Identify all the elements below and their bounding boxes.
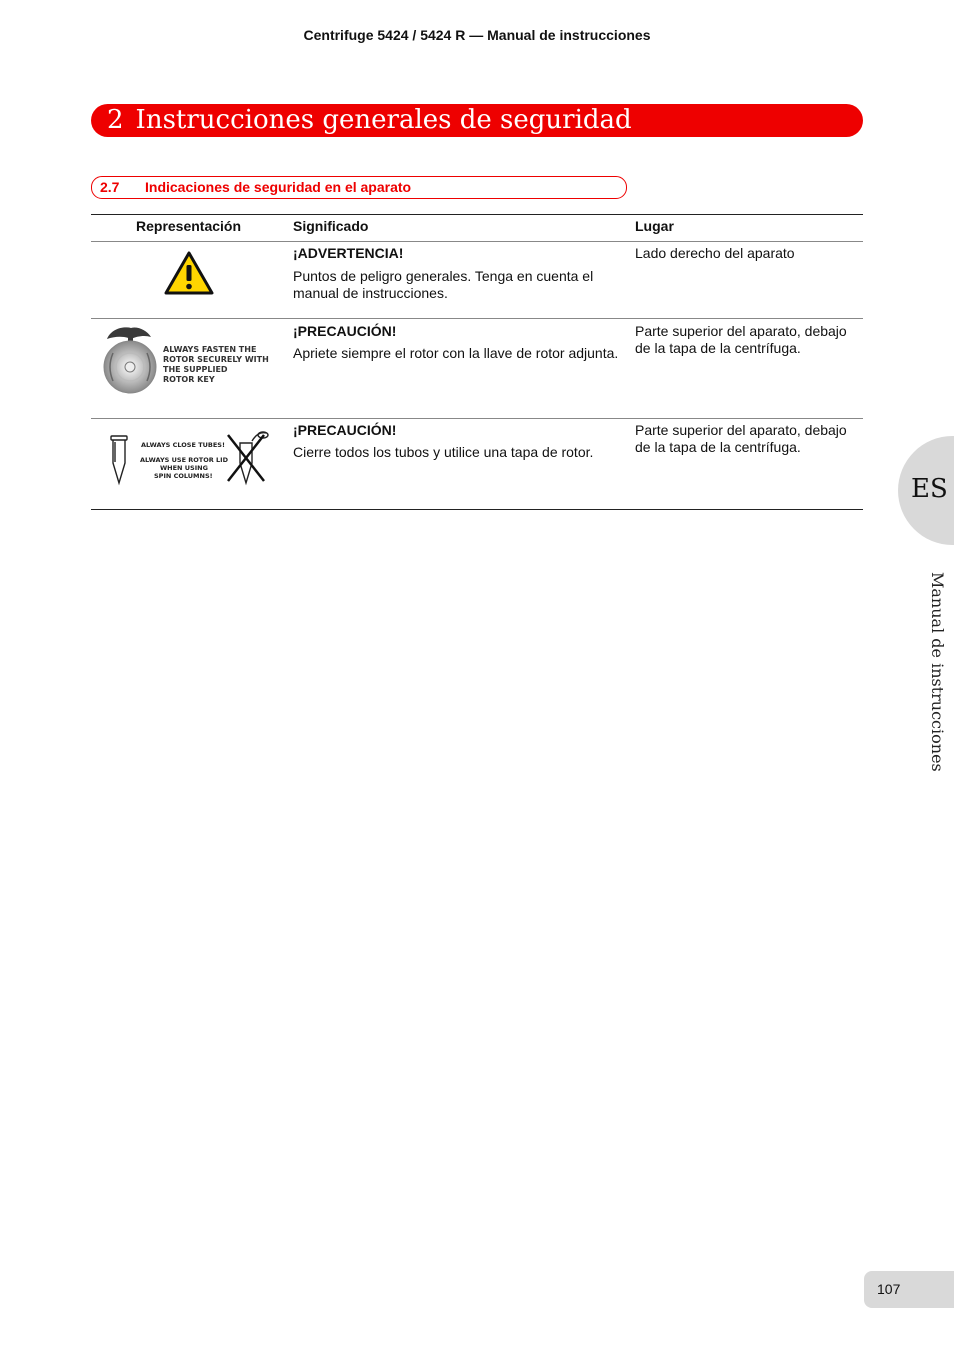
language-code: ES bbox=[911, 474, 948, 504]
rotor-key-label-icon bbox=[101, 325, 281, 402]
row2-title: ¡PRECAUCIÓN! bbox=[293, 323, 397, 339]
table-top-rule bbox=[91, 214, 863, 215]
chapter-title-bar bbox=[91, 104, 863, 137]
svg-text:ROTOR SECURELY WITH: ROTOR SECURELY WITH bbox=[163, 355, 269, 364]
svg-text:THE SUPPLIED: THE SUPPLIED bbox=[163, 365, 228, 374]
warning-triangle-icon bbox=[164, 251, 214, 300]
section-heading bbox=[91, 176, 627, 199]
document-header: Centrifuge 5424 / 5424 R — Manual de instrucciones bbox=[303, 27, 651, 43]
close-tubes-label-icon bbox=[104, 427, 272, 494]
svg-text:SPIN COLUMNS!: SPIN COLUMNS! bbox=[154, 472, 213, 480]
row2-divider bbox=[91, 418, 863, 419]
side-label: Manual de instrucciones bbox=[928, 572, 947, 772]
column-header-lugar: Lugar bbox=[635, 218, 674, 234]
table-header-rule bbox=[91, 241, 863, 242]
svg-text:ALWAYS USE ROTOR LID: ALWAYS USE ROTOR LID bbox=[140, 456, 228, 464]
row3-title: ¡PRECAUCIÓN! bbox=[293, 422, 397, 438]
row3-text: Cierre todos los tubos y utilice una tapa de rotor. bbox=[293, 444, 594, 460]
row3-location: Parte superior del aparato, debajo de la tapa de la centrífuga. bbox=[635, 422, 847, 455]
row1-text: Puntos de peligro generales. Tenga en cuenta el manual de instrucciones. bbox=[293, 268, 594, 301]
table-bottom-rule bbox=[91, 509, 863, 510]
row1-title: ¡ADVERTENCIA! bbox=[293, 245, 404, 261]
section-number: 2.7 bbox=[100, 179, 120, 195]
row1-divider bbox=[91, 318, 863, 319]
column-header-significado: Significado bbox=[293, 218, 369, 234]
chapter-title: Instrucciones generales de seguridad bbox=[135, 105, 632, 135]
language-tab bbox=[898, 436, 954, 545]
row2-location: Parte superior del aparato, debajo de la tapa de la centrífuga. bbox=[635, 323, 847, 356]
page-number: 107 bbox=[864, 1271, 954, 1308]
svg-text:ALWAYS CLOSE TUBES!: ALWAYS CLOSE TUBES! bbox=[141, 441, 225, 449]
svg-text:WHEN USING: WHEN USING bbox=[160, 464, 208, 472]
column-header-representacion: Representación bbox=[136, 218, 242, 234]
svg-text:ROTOR KEY: ROTOR KEY bbox=[163, 375, 215, 384]
section-title: Indicaciones de seguridad en el aparato bbox=[145, 179, 412, 195]
row1-location: Lado derecho del aparato bbox=[635, 245, 795, 261]
row2-text: Apriete siempre el rotor con la llave de rotor adjunta. bbox=[293, 345, 619, 361]
svg-text:ALWAYS FASTEN THE: ALWAYS FASTEN THE bbox=[163, 345, 257, 354]
chapter-number: 2 bbox=[107, 105, 124, 135]
